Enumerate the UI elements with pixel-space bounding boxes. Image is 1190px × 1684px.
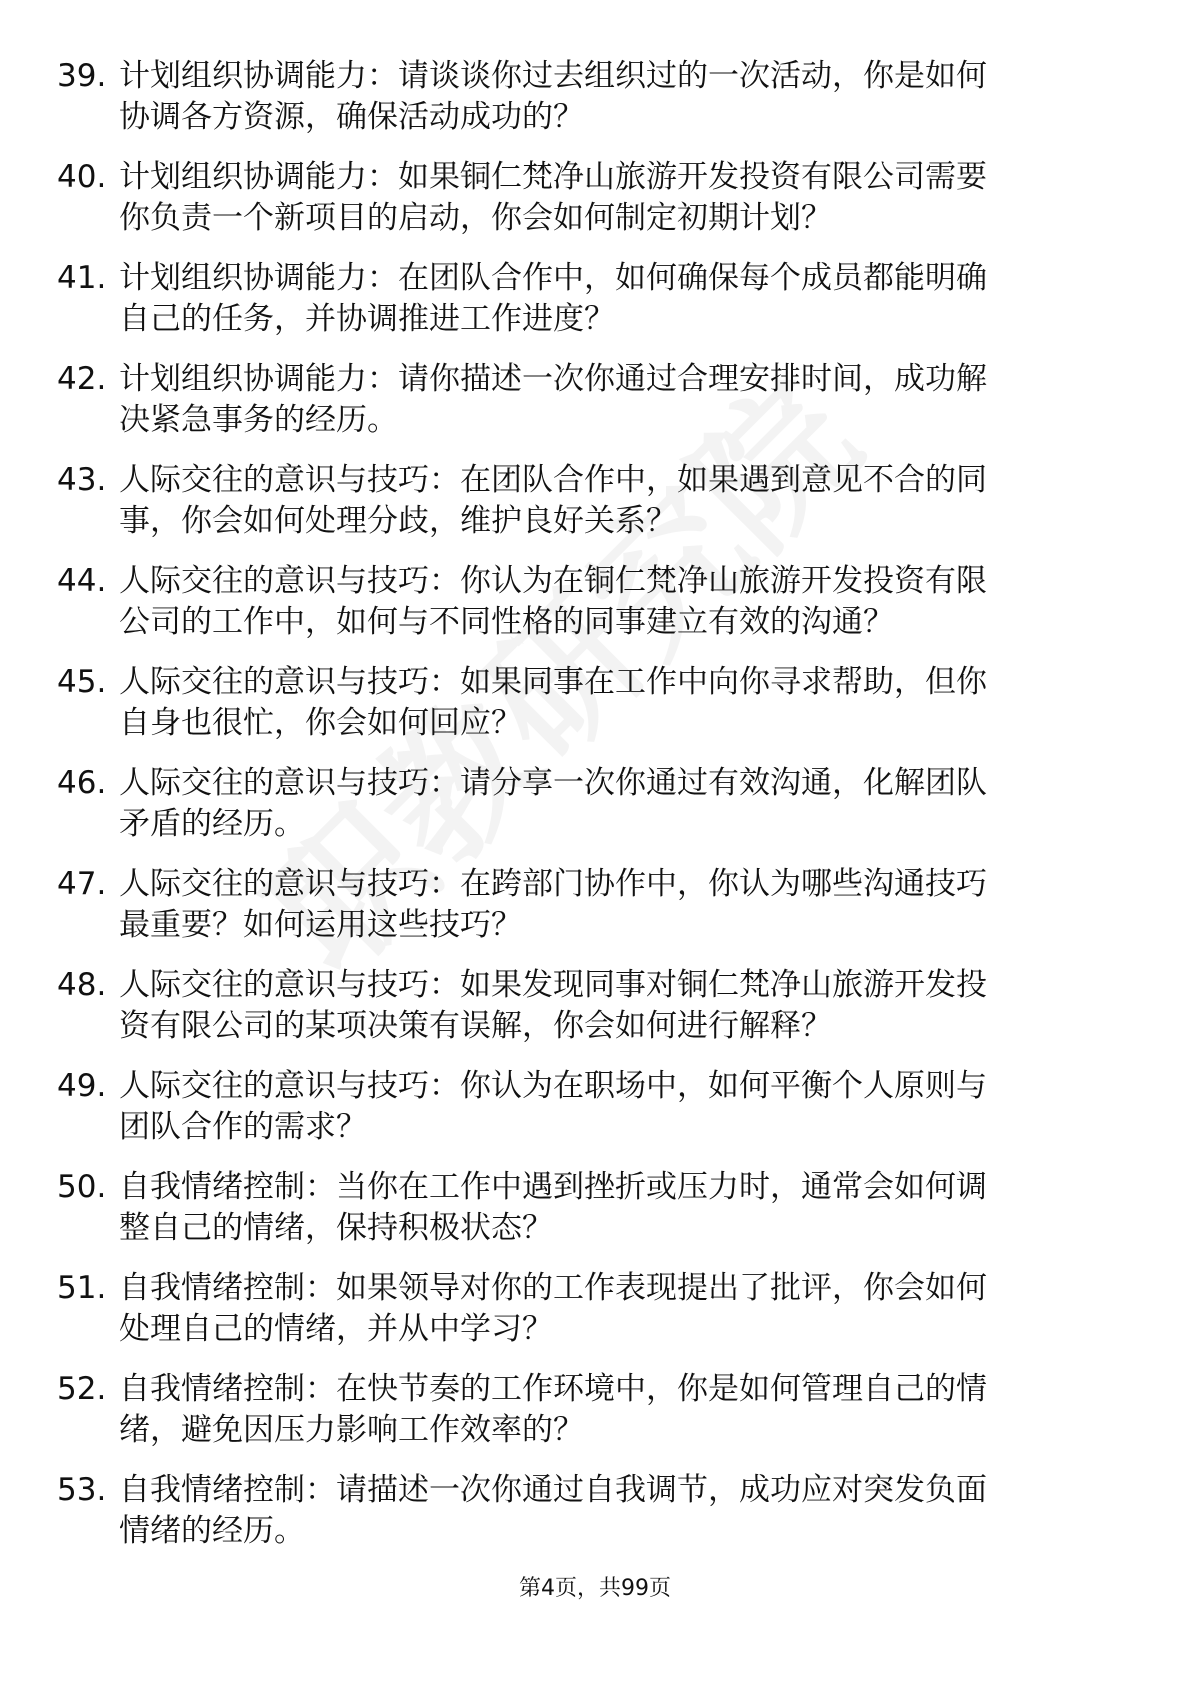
item-text-line: 人际交往的意识与技巧：如果同事在工作中向你寻求帮助，但你 (119, 664, 987, 700)
item-text-line: 自我情绪控制：当你在工作中遇到挫折或压力时，通常会如何调 (119, 1169, 987, 1205)
item-text-line: 绪，避免因压力影响工作效率的？ (119, 1412, 584, 1448)
list-item (57, 1167, 1107, 1268)
item-text-line: 团队合作的需求？ (119, 1109, 367, 1145)
item-text-line: 资有限公司的某项决策有误解，你会如何进行解释？ (119, 1008, 832, 1044)
item-text-line: 整自己的情绪，保持积极状态？ (119, 1210, 553, 1246)
item-text-line: 计划组织协调能力：请你描述一次你通过合理安排时间，成功解 (119, 361, 987, 397)
item-text-line: 你负责一个新项目的启动，你会如何制定初期计划？ (119, 200, 832, 236)
item-number: 42. (57, 361, 107, 397)
item-text (119, 965, 1107, 1047)
item-text (119, 1369, 1107, 1451)
list-item (57, 965, 1107, 1066)
item-number: 45. (57, 664, 107, 700)
item-text (119, 763, 1107, 845)
item-number: 46. (57, 765, 107, 801)
item-text (119, 258, 1107, 340)
item-text-line: 人际交往的意识与技巧：你认为在铜仁梵净山旅游开发投资有限 (119, 563, 987, 599)
item-text-line: 人际交往的意识与技巧：你认为在职场中，如何平衡个人原则与 (119, 1068, 987, 1104)
list-item (57, 662, 1107, 763)
page-footer: 第4页，共99页 (519, 1576, 671, 1601)
item-number: 39. (57, 58, 107, 94)
item-text-line: 自我情绪控制：请描述一次你通过自我调节，成功应对突发负面 (119, 1472, 987, 1508)
item-text-line: 人际交往的意识与技巧：在团队合作中，如果遇到意见不合的同 (119, 462, 987, 498)
item-text-line: 公司的工作中，如何与不同性格的同事建立有效的沟通？ (119, 604, 894, 640)
item-text-line: 最重要？如何运用这些技巧？ (119, 907, 522, 943)
item-text-line: 协调各方资源，确保活动成功的？ (119, 99, 584, 135)
item-number: 43. (57, 462, 107, 498)
list-item (57, 763, 1107, 864)
item-text-line: 自我情绪控制：如果领导对你的工作表现提出了批评，你会如何 (119, 1270, 987, 1306)
item-text-line: 自己的任务，并协调推进工作进度？ (119, 301, 615, 337)
item-text (119, 460, 1107, 542)
list-item (57, 561, 1107, 662)
list-item (57, 56, 1107, 157)
item-text (119, 1470, 1107, 1552)
item-text-line: 决紧急事务的经历。 (119, 402, 398, 438)
list-item (57, 1268, 1107, 1369)
item-text-line: 情绪的经历。 (119, 1513, 305, 1549)
item-text (119, 1066, 1107, 1148)
item-text (119, 561, 1107, 643)
item-text-line: 自我情绪控制：在快节奏的工作环境中，你是如何管理自己的情 (119, 1371, 987, 1407)
item-text (119, 1167, 1107, 1249)
item-text-line: 计划组织协调能力：请谈谈你过去组织过的一次活动，你是如何 (119, 58, 987, 94)
item-text (119, 56, 1107, 138)
item-number: 53. (57, 1472, 107, 1508)
item-text (119, 662, 1107, 744)
list-item (57, 460, 1107, 561)
item-text-line: 人际交往的意识与技巧：在跨部门协作中，你认为哪些沟通技巧 (119, 866, 987, 902)
item-number: 48. (57, 967, 107, 1003)
item-text (119, 157, 1107, 239)
item-text-line: 人际交往的意识与技巧：如果发现同事对铜仁梵净山旅游开发投 (119, 967, 987, 1003)
list-item (57, 359, 1107, 460)
list-item (57, 157, 1107, 258)
list-item (57, 258, 1107, 359)
item-text-line: 处理自己的情绪，并从中学习？ (119, 1311, 553, 1347)
item-number: 49. (57, 1068, 107, 1104)
item-number: 52. (57, 1371, 107, 1407)
item-text-line: 人际交往的意识与技巧：请分享一次你通过有效沟通，化解团队 (119, 765, 987, 801)
list-item (57, 1066, 1107, 1167)
question-list (57, 56, 1107, 1571)
item-text-line: 事，你会如何处理分歧，维护良好关系？ (119, 503, 677, 539)
list-item (57, 864, 1107, 965)
list-item (57, 1470, 1107, 1571)
item-text-line: 矛盾的经历。 (119, 806, 305, 842)
item-number: 40. (57, 159, 107, 195)
item-text-line: 计划组织协调能力：在团队合作中，如何确保每个成员都能明确 (119, 260, 987, 296)
item-number: 51. (57, 1270, 107, 1306)
item-text-line: 自身也很忙，你会如何回应？ (119, 705, 522, 741)
item-text (119, 359, 1107, 441)
item-number: 44. (57, 563, 107, 599)
item-number: 41. (57, 260, 107, 296)
list-item (57, 1369, 1107, 1470)
item-text-line: 计划组织协调能力：如果铜仁梵净山旅游开发投资有限公司需要 (119, 159, 987, 195)
item-number: 50. (57, 1169, 107, 1205)
item-text (119, 1268, 1107, 1350)
item-number: 47. (57, 866, 107, 902)
item-text (119, 864, 1107, 946)
